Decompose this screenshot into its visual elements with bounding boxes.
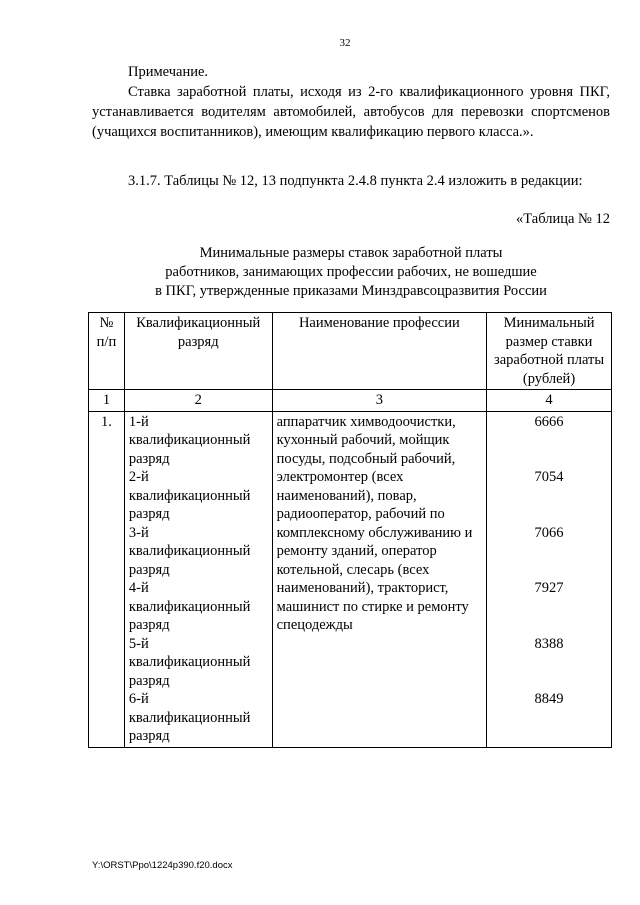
amendment-clause: 3.1.7. Таблицы № 12, 13 подпункта 2.4.8 пункта 2.4 изложить в редакции: [128, 173, 583, 189]
column-number: 2 [124, 390, 272, 412]
professions-cell: аппаратчик химводоочистки, кухонный рабочий, мойщик посуды, подсобный рабочий, электромонтер (всех наименований), повар, радиооператор, рабочий по комплексному обслуживанию и ремонту зданий, оператор котельной, слесарь (всех наименований), тракторист, машинист по стирке и ремонту спецодежды [272, 411, 486, 747]
grade-label: 1-й квалификационный разряд [128, 413, 251, 467]
rate-value: 7066 [534, 524, 564, 541]
table-header-row [89, 313, 612, 390]
grade-label: 5-й квалификационный разряд [128, 635, 251, 689]
column-number: 3 [272, 390, 486, 412]
rate-value: 6666 [534, 413, 564, 430]
rate-value: 7927 [534, 580, 564, 596]
grade-label: 4-й квалификационный разряд [128, 580, 251, 633]
column-number: 1 [89, 390, 125, 412]
header-profession: Наименование профессии [272, 313, 486, 390]
rate-value: 8849 [534, 691, 564, 707]
rate-value: 7054 [534, 469, 564, 485]
header-rate: Минимальный размер ставки заработной платы (рублей) [487, 313, 612, 390]
wage-table [88, 312, 612, 748]
grade-label: 3-й квалификационный разряд [128, 524, 251, 578]
grade-label: 2-й квалификационный разряд [128, 469, 251, 522]
header-number: № п/п [89, 313, 125, 390]
row-number: 1. [89, 411, 125, 747]
grades-cell [124, 411, 272, 747]
table-title [92, 244, 610, 301]
grade-label: 6-й квалификационный разряд [128, 691, 251, 744]
table-title-line: Минимальные размеры ставок заработной платы [199, 245, 503, 261]
note-label: Примечание. [128, 64, 209, 80]
column-number: 4 [487, 390, 612, 412]
column-number-row [89, 390, 612, 412]
header-grade: Квалификационный разряд [124, 313, 272, 390]
note-body: Ставка заработной платы, исходя из 2-го квалификационного уровня ПКГ, устанавливается водителям автомобилей, автобусов для перевозки спортсменов (учащихся воспитанников), имеющим квалификацию первого класса.». [92, 84, 610, 140]
rates-cell [487, 411, 612, 747]
table-title-line: работников, занимающих профессии рабочих, не вошедшие [165, 264, 537, 280]
file-path-footer: Y:\ORST\Ppo\1224p390.f20.docx [92, 860, 233, 871]
page-number: 32 [339, 37, 351, 49]
table-reference: «Таблица № 12 [516, 211, 610, 227]
rate-value: 8388 [534, 635, 564, 652]
table-row [89, 411, 612, 747]
table-title-line: в ПКГ, утвержденные приказами Минздравсоцразвития России [155, 283, 547, 299]
